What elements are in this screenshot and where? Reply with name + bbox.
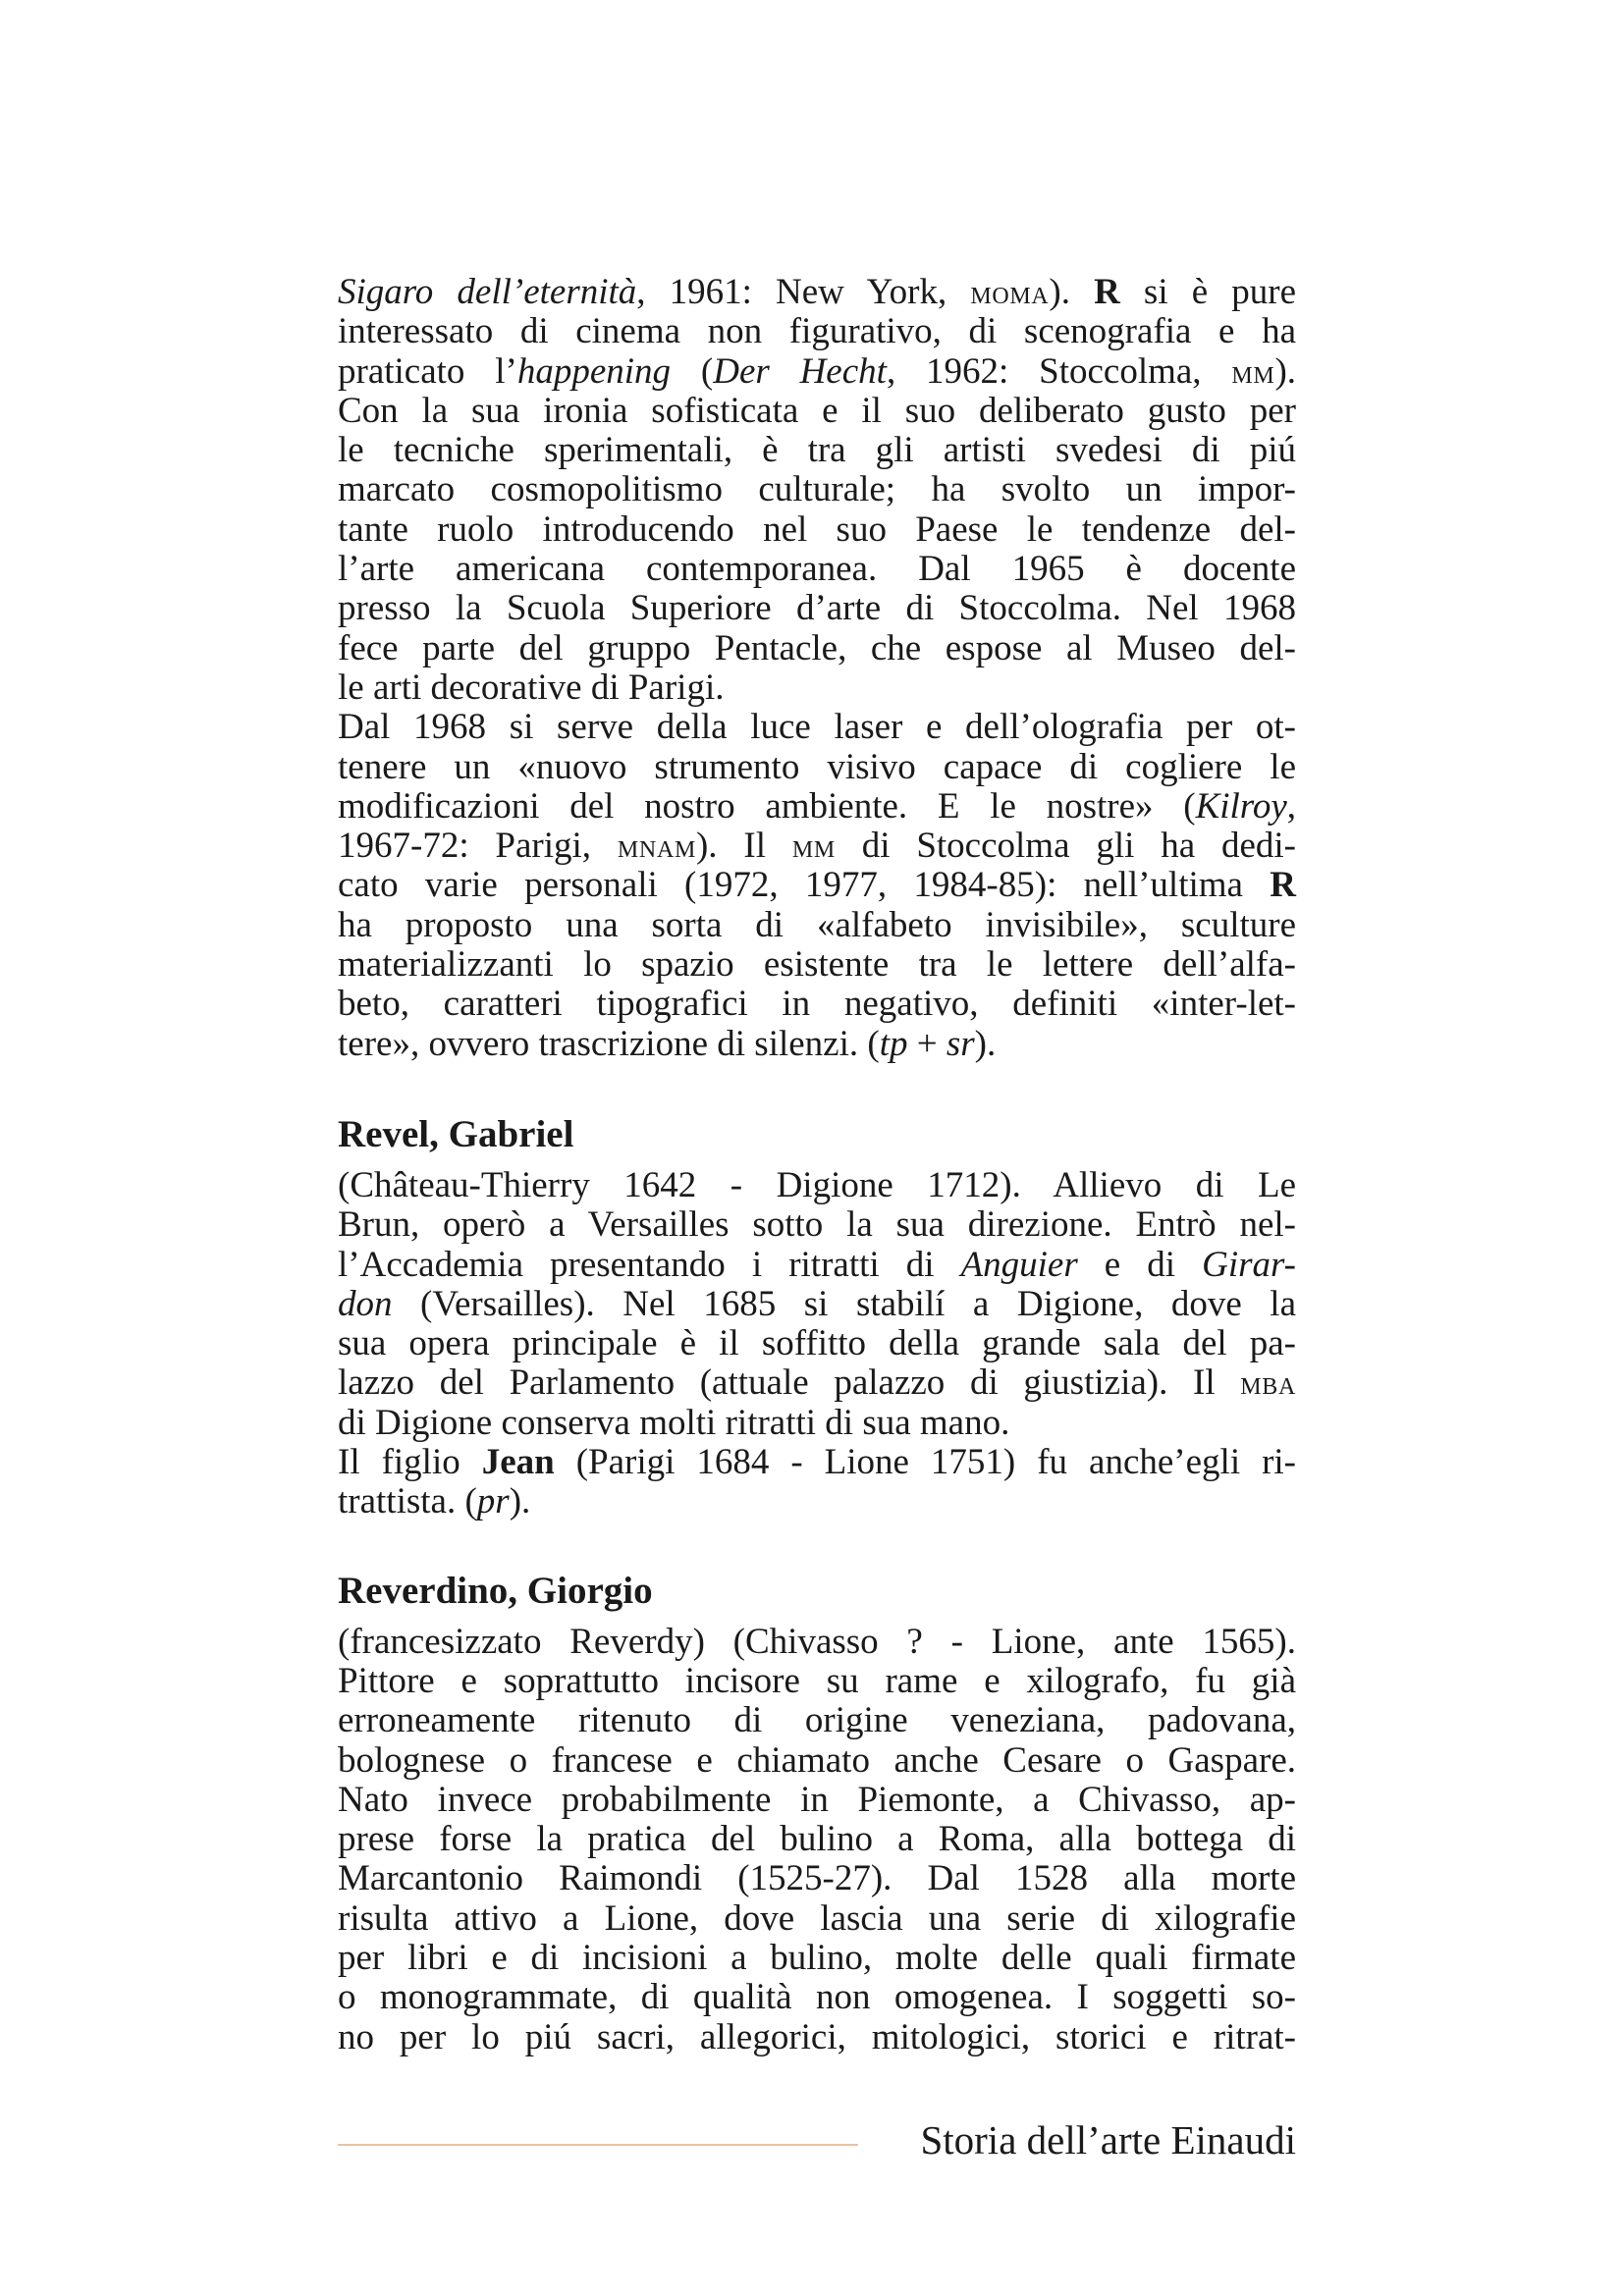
text-line: Nato invece probabilmente in Piemonte, a Chivasso, ap- [338, 1779, 1296, 1820]
text-line: l’Accademia presentando i ritratti di Anguier e di Girar- [338, 1244, 1296, 1285]
page-footer [338, 2110, 1296, 2169]
text-line: Brun, operò a Versailles sotto la sua direzione. Entrò nel- [338, 1204, 1296, 1246]
entry-revel [338, 1113, 1296, 1522]
text-line: interessato di cinema non figurativo, di scenografia e ha [338, 311, 1296, 352]
text-line: l’arte americana contemporanea. Dal 1965 è docente [338, 549, 1296, 590]
footer-rule [338, 2144, 858, 2146]
publication-title: Storia dell’arte Einaudi [920, 2117, 1296, 2163]
text-line: prese forse la pratica del bulino a Roma, alla bottega di [338, 1819, 1296, 1860]
text-line: don (Versailles). Nel 1685 si stabilí a Digione, dove la [338, 1283, 1296, 1324]
text-line: erroneamente ritenuto di origine veneziana, padovana, [338, 1700, 1296, 1741]
text-line: o monogrammate, di qualità non omogenea. I soggetti so- [338, 1977, 1296, 2018]
text-line: tante ruolo introducendo nel suo Paese le tendenze del- [338, 508, 1296, 550]
text-line: praticato l’happening (Der Hecht, 1962: Stoccolma, mm). [338, 350, 1297, 392]
text-line: materializzanti lo spazio esistente tra le lettere dell’alfa- [338, 944, 1296, 986]
text-line: le tecniche sperimentali, è tra gli artisti svedesi di piú [338, 430, 1296, 471]
text-line: Dal 1968 si serve della luce laser e dell’olografia per ot- [338, 707, 1296, 748]
text-line: cato varie personali (1972, 1977, 1984-85): nell’ultima R [338, 865, 1296, 906]
text-line-italic: Sigaro dell’eternità [338, 272, 637, 312]
text-line: no per lo piú sacri, allegorici, mitologici, storici e ritrat- [338, 2016, 1296, 2057]
text-line: Pittore e soprattutto incisore su rame e xilografo, fu già [338, 1660, 1296, 1701]
text-line: Sigaro dell’eternità, 1961: New York, moma). R si è pure [338, 272, 1296, 312]
text-line: tere», ovvero trascrizione di silenzi. (tp + sr). [338, 1023, 997, 1064]
text-line: modificazioni del nostro ambiente. E le nostre» (Kilroy, [338, 785, 1296, 827]
text-line: fece parte del gruppo Pentacle, che espose al Museo del- [338, 627, 1296, 668]
text-line: Il figlio Jean (Parigi 1684 - Lione 1751) fu anche’egli ri- [338, 1442, 1296, 1483]
text-line: per libri e di incisioni a bulino, molte delle quali firmate [338, 1937, 1296, 1978]
text-line: (francesizzato Reverdy) (Chivasso ? - Lione, ante 1565). [338, 1621, 1296, 1662]
text-line: ha proposto una sorta di «alfabeto invisibile», sculture [338, 904, 1296, 945]
text-line: 1967-72: Parigi, mnam). Il mm di Stoccolma gli ha dedi- [338, 826, 1296, 867]
text-line: tenere un «nuovo strumento visivo capace di cogliere le [338, 746, 1296, 787]
text-line: marcato cosmopolitismo culturale; ha svolto un impor- [338, 469, 1296, 510]
text-line: trattista. (pr). [338, 1481, 531, 1522]
text-line: Con la sua ironia sofisticata e il suo deliberato gusto per [338, 390, 1296, 431]
text-line: risulta attivo a Lione, dove lascia una serie di xilografie [338, 1897, 1296, 1939]
text-line: presso la Scuola Superiore d’arte di Stoccolma. Nel 1968 [338, 588, 1296, 629]
text-line: di Digione conserva molti ritratti di sua mano. [338, 1402, 1010, 1443]
text-line: sua opera principale è il soffitto della grande sala del pa- [338, 1323, 1296, 1364]
text-line: bolognese o francese e chiamato anche Cesare o Gaspare. [338, 1739, 1296, 1781]
text-line: lazzo del Parlamento (attuale palazzo di giustizia). Il mba [338, 1362, 1296, 1404]
text-line: le arti decorative di Parigi. [338, 667, 725, 708]
entry-heading: Revel, Gabriel [338, 1112, 574, 1155]
text-line: (Château-Thierry 1642 - Digione 1712). Allievo di Le [338, 1164, 1296, 1205]
entry-continued-text [338, 273, 1296, 1064]
text-line: Marcantonio Raimondi (1525-27). Dal 1528 alla morte [338, 1858, 1296, 1899]
text-line: beto, caratteri tipografici in negativo, definiti «inter-let- [338, 984, 1296, 1025]
entry-reverdino [338, 1570, 1296, 2057]
page-body [338, 273, 1296, 2057]
entry-heading: Reverdino, Giorgio [338, 1569, 653, 1612]
